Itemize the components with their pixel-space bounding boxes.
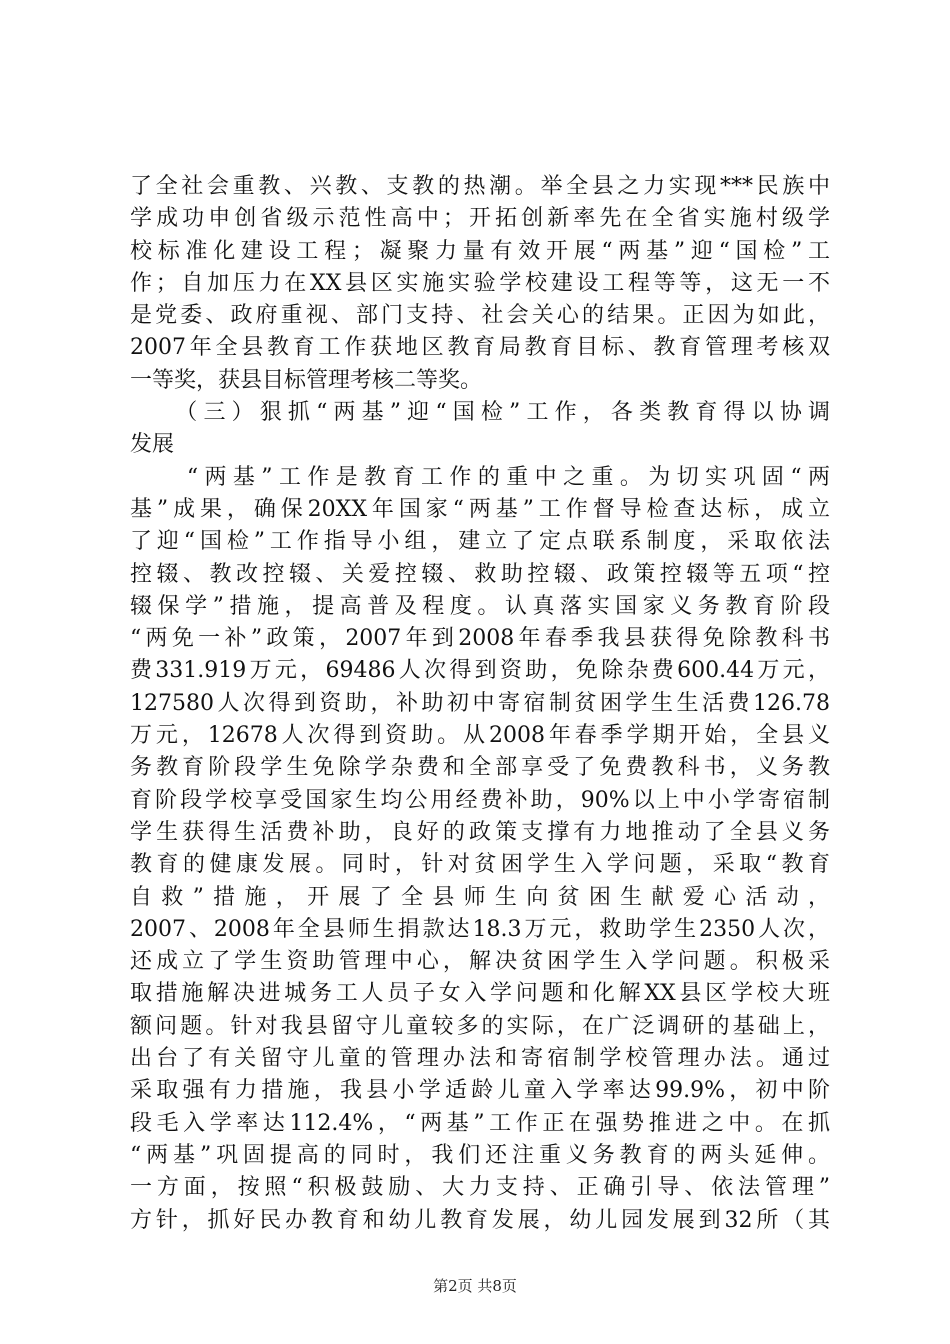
text-line-26: 取措施解决进城务工人员子女入学问题和化解XX县区学校大班 xyxy=(130,981,830,1007)
text-line-32: 一方面，按照“积极鼓励、大力支持、正确引导、依法管理” xyxy=(130,1175,830,1201)
text-line-20: 育阶段学校享受国家生均公用经费补助，90%以上中小学寄宿制 xyxy=(130,787,830,813)
text-line-12: 了迎“国检”工作指导小组，建立了定点联系制度，采取依法 xyxy=(130,529,830,555)
text-line-18: 万元，12678人次得到资助。从2008年春季学期开始，全县义 xyxy=(130,723,830,749)
text-line-19: 务教育阶段学生免除学杂费和全部享受了免费教科书，义务教 xyxy=(130,755,830,781)
text-line-10: “两基”工作是教育工作的重中之重。为切实巩固“两 xyxy=(130,464,830,490)
body-text xyxy=(130,171,830,1237)
text-line-17: 127580人次得到资助，补助初中寄宿制贫困学生生活费126.78 xyxy=(130,690,830,716)
text-line-5: 是党委、政府重视、部门支持、社会关心的结果。正因为如此， xyxy=(130,303,830,329)
text-line-21: 学生获得生活费补助，良好的政策支撑有力地推动了全县义务 xyxy=(130,819,830,845)
text-line-15: “两免一补”政策，2007年到2008年春季我县获得免除教科书 xyxy=(130,626,830,652)
text-line-6: 2007年全县教育工作获地区教育局教育目标、教育管理考核双 xyxy=(130,335,830,361)
text-line-22: 教育的健康发展。同时，针对贫困学生入学问题，采取“教育 xyxy=(130,852,830,878)
text-line-25: 还成立了学生资助管理中心，解决贫困学生入学问题。积极采 xyxy=(130,949,830,975)
text-line-31: “两基”巩固提高的同时，我们还注重义务教育的两头延伸。 xyxy=(130,1142,830,1168)
text-line-16: 费331.919万元，69486人次得到资助，免除杂费600.44万元， xyxy=(130,658,830,684)
text-line-27: 额问题。针对我县留守儿童较多的实际，在广泛调研的基础上， xyxy=(130,1013,830,1039)
text-line-13: 控辍、教改控辍、关爱控辍、救助控辍、政策控辍等五项“控 xyxy=(130,561,830,587)
text-line-7: 一等奖，获县目标管理考核二等奖。 xyxy=(130,367,483,393)
text-line-14: 辍保学”措施，提高普及程度。认真落实国家义务教育阶段 xyxy=(130,593,830,619)
text-line-11: 基”成果，确保20XX年国家“两基”工作督导检查达标，成立 xyxy=(130,496,830,522)
text-line-3: 校标准化建设工程；凝聚力量有效开展“两基”迎“国检”工 xyxy=(130,238,830,264)
text-line-33: 方针，抓好民办教育和幼儿教育发展，幼儿园发展到32所（其 xyxy=(130,1207,830,1233)
text-line-24: 2007、2008年全县师生捐款达18.3万元，救助学生2350人次， xyxy=(130,916,830,942)
text-line-28: 出台了有关留守儿童的管理办法和寄宿制学校管理办法。通过 xyxy=(130,1046,830,1072)
text-line-30: 段毛入学率达112.4%，“两基”工作正在强势推进之中。在抓 xyxy=(130,1110,830,1136)
text-line-4: 作；自加压力在XX县区实施实验学校建设工程等等，这无一不 xyxy=(130,270,830,296)
text-line-29: 采取强有力措施，我县小学适龄儿童入学率达99.9%，初中阶 xyxy=(130,1078,830,1104)
text-line-23: 自救”措施，开展了全县师生向贫困生献爱心活动， xyxy=(130,884,830,910)
page-number-footer: 第2页 共8页 xyxy=(433,1277,517,1295)
text-line-1: 了全社会重教、兴教、支教的热潮。举全县之力实现***民族中 xyxy=(130,174,830,199)
section-heading-line-2: 发展 xyxy=(130,432,175,458)
text-line-2: 学成功申创省级示范性高中；开拓创新率先在全省实施村级学 xyxy=(130,206,830,232)
section-heading-line-1: （三）狠抓“两基”迎“国检”工作，各类教育得以协调 xyxy=(130,400,830,426)
